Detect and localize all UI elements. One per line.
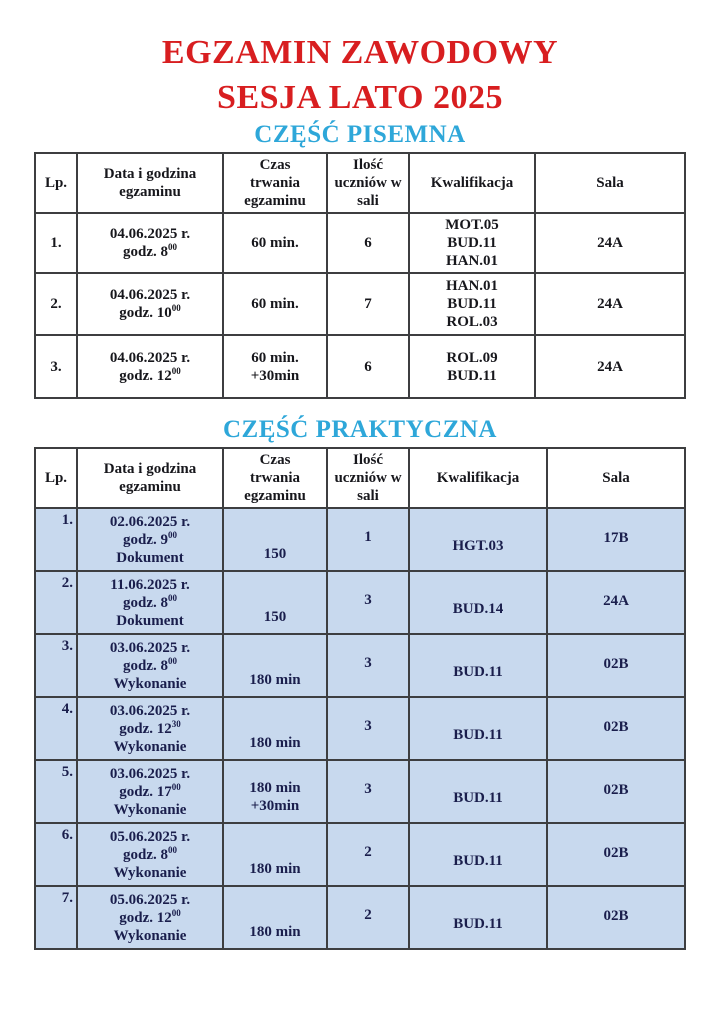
qualification-cell <box>409 213 535 273</box>
row-number-cell: 2. <box>35 571 77 634</box>
students-count-cell: 2 <box>327 886 409 949</box>
qualification-cell <box>409 886 547 949</box>
col-header-duration <box>223 153 327 213</box>
duration-cell <box>223 571 327 634</box>
exam-datetime-cell <box>77 273 223 335</box>
time-superscript: 00 <box>171 908 181 918</box>
title-line-1: EGZAMIN ZAWODOWY <box>161 34 559 71</box>
table-row <box>35 571 685 634</box>
time-line: godz. $17^{00}$ <box>119 782 181 800</box>
room-cell: 17B <box>547 508 685 571</box>
duration-line: 150 <box>263 546 287 562</box>
room-cell: 02B <box>547 823 685 886</box>
time-line: godz. $8^{00}$ <box>123 242 177 260</box>
time-superscript: 00 <box>168 530 177 540</box>
duration-cell <box>223 273 327 335</box>
row-number-cell: 4. <box>35 697 77 760</box>
col-header-room <box>547 448 685 508</box>
date-line: 04.06.2025 r. <box>109 226 191 242</box>
written-header-row <box>35 153 685 213</box>
col-header-room-label: Sala <box>596 175 624 191</box>
col-header-duration-label: Czas trwania egzaminu <box>244 452 306 504</box>
room-cell: 24A <box>535 335 685 398</box>
table-row <box>35 335 685 398</box>
qualification-code: BUD.14 <box>452 600 504 617</box>
qualification-cell <box>409 508 547 571</box>
duration-cell <box>223 697 327 760</box>
col-header-lp-label: Lp. <box>44 470 68 486</box>
col-header-duration <box>223 448 327 508</box>
qualification-code: MOT.05 <box>445 217 499 233</box>
date-line: 04.06.2025 r. <box>109 287 191 303</box>
duration-line: +30min <box>250 367 300 384</box>
date-line: 11.06.2025 r. <box>110 577 190 593</box>
qualification-code: BUD.11 <box>453 663 503 680</box>
duration-line: 180 min <box>249 924 301 940</box>
title-line-2: SESJA LATO 2025 <box>217 79 503 116</box>
date-line: 03.06.2025 r. <box>109 766 191 782</box>
qualification-code: HAN.01 <box>445 253 499 269</box>
row-number-cell: 5. <box>35 760 77 823</box>
time-line: godz. $9^{00}$ <box>123 530 177 548</box>
duration-line: 180 min <box>249 780 301 796</box>
room-cell: 24A <box>547 571 685 634</box>
exam-type: Dokument <box>116 613 184 629</box>
col-header-room-label: Sala <box>602 470 630 486</box>
row-number-cell: 2. <box>35 273 77 335</box>
duration-line: 150 <box>263 609 287 625</box>
date-line: 02.06.2025 r. <box>109 514 191 530</box>
qualification-code: BUD.11 <box>447 296 497 312</box>
qualification-cell <box>409 273 535 335</box>
room-cell: 02B <box>547 697 685 760</box>
date-line: 05.06.2025 r. <box>109 829 191 845</box>
qualification-cell <box>409 335 535 398</box>
exam-type: Wykonanie <box>113 739 187 755</box>
exam-type: Wykonanie <box>113 802 187 818</box>
exam-datetime-cell <box>77 760 223 823</box>
practical-exam-table <box>34 447 686 950</box>
duration-line: 180 min <box>249 672 301 688</box>
exam-datetime-cell <box>77 823 223 886</box>
time-line: godz. $12^{30}$ <box>119 719 181 737</box>
exam-datetime-cell <box>77 335 223 398</box>
duration-cell <box>223 335 327 398</box>
exam-type: Wykonanie <box>113 928 187 944</box>
qualification-cell <box>409 634 547 697</box>
duration-line: 180 min <box>249 861 301 877</box>
students-count-cell: 6 <box>327 213 409 273</box>
time-superscript: 00 <box>171 303 181 313</box>
duration-line: 60 min. <box>251 235 299 251</box>
qualification-code: ROL.03 <box>446 314 498 330</box>
table-row <box>35 886 685 949</box>
table-row <box>35 760 685 823</box>
row-number-cell: 1. <box>35 213 77 273</box>
col-header-date <box>77 153 223 213</box>
students-count-cell: 2 <box>327 823 409 886</box>
col-header-date-label: Data i godzina egzaminu <box>103 461 197 495</box>
col-header-room <box>535 153 685 213</box>
time-line: godz. $10^{00}$ <box>119 303 181 321</box>
duration-cell <box>223 760 327 823</box>
exam-datetime-cell <box>77 886 223 949</box>
exam-datetime-cell <box>77 697 223 760</box>
duration-line: +30min <box>250 798 300 814</box>
table-row <box>35 273 685 335</box>
time-superscript: 00 <box>171 365 181 376</box>
exam-type: Wykonanie <box>113 676 187 692</box>
col-header-lp <box>35 153 77 213</box>
date-line: 03.06.2025 r. <box>109 640 191 656</box>
qualification-code: BUD.11 <box>453 852 503 869</box>
time-superscript: 30 <box>171 719 181 729</box>
qualification-cell <box>409 823 547 886</box>
duration-cell <box>223 634 327 697</box>
col-header-qualification <box>409 448 547 508</box>
qualification-cell <box>409 760 547 823</box>
qualification-code: BUD.11 <box>447 367 497 384</box>
qualification-cell <box>409 571 547 634</box>
time-superscript: 00 <box>171 782 181 792</box>
duration-cell <box>223 213 327 273</box>
exam-datetime-cell <box>77 213 223 273</box>
time-line: godz. $12^{00}$ <box>119 365 181 384</box>
practical-header-row <box>35 448 685 508</box>
room-cell: 02B <box>547 886 685 949</box>
qualification-code: BUD.11 <box>453 726 503 743</box>
duration-cell <box>223 886 327 949</box>
qualification-cell <box>409 697 547 760</box>
table-row <box>35 823 685 886</box>
students-count-cell: 1 <box>327 508 409 571</box>
students-count-cell: 3 <box>327 571 409 634</box>
exam-type: Dokument <box>116 550 184 566</box>
row-number-cell: 6. <box>35 823 77 886</box>
col-header-students <box>327 153 409 213</box>
col-header-qualification-label: Kwalifikacja <box>436 470 520 486</box>
col-header-duration-label: Czas trwania egzaminu <box>244 157 306 209</box>
col-header-date <box>77 448 223 508</box>
page-title <box>0 0 720 120</box>
date-line: 03.06.2025 r. <box>109 703 191 719</box>
col-header-date-label: Data i godzina egzaminu <box>103 166 197 200</box>
time-line: godz. $12^{00}$ <box>119 908 181 926</box>
students-count-cell: 7 <box>327 273 409 335</box>
qualification-code: BUD.11 <box>453 915 503 932</box>
qualification-code: HAN.01 <box>445 278 499 294</box>
room-cell: 24A <box>535 273 685 335</box>
room-cell: 02B <box>547 760 685 823</box>
col-header-lp-label: Lp. <box>44 175 68 191</box>
written-section-title: CZĘŚĆ PISEMNA <box>254 121 466 148</box>
col-header-qualification-label: Kwalifikacja <box>430 175 514 191</box>
duration-line: 180 min <box>249 735 301 751</box>
duration-line: 60 min. <box>251 349 299 366</box>
practical-section-title: CZĘŚĆ PRAKTYCZNA <box>222 416 497 443</box>
duration-cell <box>223 823 327 886</box>
table-row <box>35 508 685 571</box>
students-count-cell: 3 <box>327 760 409 823</box>
time-line: godz. $8^{00}$ <box>123 656 177 674</box>
time-superscript: 00 <box>168 845 177 855</box>
students-count-cell: 3 <box>327 634 409 697</box>
col-header-students-label: Ilość uczniów w sali <box>334 452 402 504</box>
time-superscript: 00 <box>168 242 177 252</box>
qualification-code: ROL.09 <box>446 349 498 366</box>
row-number-cell: 3. <box>35 335 77 398</box>
students-count-cell: 3 <box>327 697 409 760</box>
room-cell: 02B <box>547 634 685 697</box>
row-number-cell: 1. <box>35 508 77 571</box>
col-header-qualification <box>409 153 535 213</box>
exam-datetime-cell <box>77 634 223 697</box>
exam-type: Wykonanie <box>113 865 187 881</box>
row-number-cell: 7. <box>35 886 77 949</box>
time-line: godz. $8^{00}$ <box>123 593 177 611</box>
table-row <box>35 213 685 273</box>
row-number-cell: 3. <box>35 634 77 697</box>
date-line: 05.06.2025 r. <box>109 892 191 908</box>
col-header-students-label: Ilość uczniów w sali <box>334 157 402 209</box>
qualification-code: HGT.03 <box>452 537 504 554</box>
qualification-code: BUD.11 <box>447 235 497 251</box>
table-row <box>35 634 685 697</box>
exam-datetime-cell <box>77 508 223 571</box>
room-cell: 24A <box>535 213 685 273</box>
time-superscript: 00 <box>168 593 177 603</box>
table-row <box>35 697 685 760</box>
exam-datetime-cell <box>77 571 223 634</box>
time-superscript: 00 <box>168 656 177 666</box>
duration-line: 60 min. <box>251 296 299 312</box>
time-line: godz. $8^{00}$ <box>123 845 177 863</box>
date-line: 04.06.2025 r. <box>109 349 191 366</box>
students-count-cell: 6 <box>327 335 409 398</box>
col-header-students <box>327 448 409 508</box>
written-exam-table <box>34 152 686 399</box>
qualification-code: BUD.11 <box>453 789 503 806</box>
duration-cell <box>223 508 327 571</box>
col-header-lp <box>35 448 77 508</box>
